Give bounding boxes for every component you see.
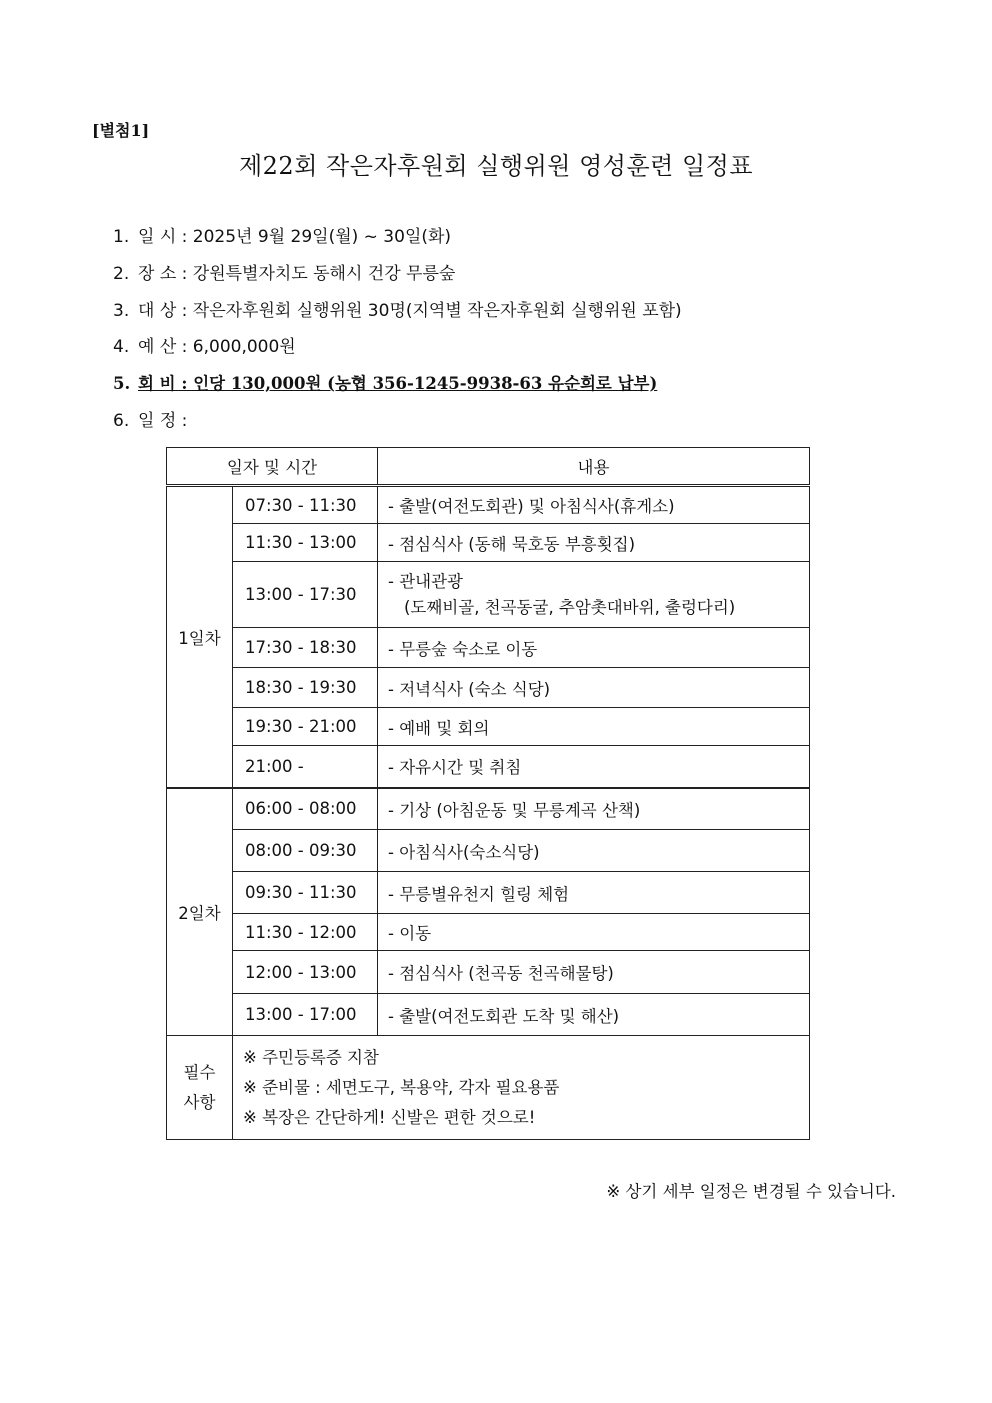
desc-cell: - 출발(여전도회관) 및 아침식사(휴게소) [378, 486, 810, 524]
table-row [167, 708, 810, 746]
info-text: 예 산 : 6,000,000원 [138, 337, 296, 358]
time-cell: 13:00 - 17:00 [233, 994, 378, 1036]
time-cell: 17:30 - 18:30 [233, 628, 378, 668]
required-note: ※ 주민등록증 지참 [243, 1047, 379, 1067]
info-item-target [113, 296, 682, 333]
info-item-schedule [113, 406, 682, 443]
info-item-place [113, 259, 682, 296]
footnote: ※ 상기 세부 일정은 변경될 수 있습니다. [606, 1182, 896, 1201]
info-text: 장 소 : 강원특별자치도 동해시 건강 무릉숲 [138, 263, 456, 284]
table-row [167, 872, 810, 914]
info-number: 2. [113, 263, 130, 284]
desc-cell: - 무릉숲 숙소로 이동 [378, 628, 810, 668]
info-number: 4. [113, 337, 130, 358]
desc-cell [378, 562, 810, 628]
info-item-date [113, 222, 682, 259]
table-row [167, 562, 810, 628]
info-item-budget [113, 332, 682, 369]
time-cell: 12:00 - 13:00 [233, 951, 378, 994]
required-note: ※ 복장은 간단하게! 신발은 편한 것으로! [243, 1107, 536, 1127]
desc-cell: - 무릉별유천지 힐링 체험 [378, 872, 810, 914]
time-cell: 18:30 - 19:30 [233, 668, 378, 708]
required-label-line-1: 필수 [183, 1062, 216, 1082]
info-number: 3. [113, 300, 130, 321]
info-number: 6. [113, 410, 130, 431]
desc-cell: - 이동 [378, 914, 810, 951]
desc-cell: - 점심식사 (동해 묵호동 부흥횟집) [378, 524, 810, 562]
header-time: 일자 및 시간 [167, 448, 378, 486]
time-cell: 11:30 - 12:00 [233, 914, 378, 951]
info-text: 일 시 : 2025년 9월 29일(월) ~ 30일(화) [138, 227, 452, 247]
info-item-fee [113, 369, 682, 406]
day-label-1: 1일차 [167, 486, 233, 788]
required-label-line-2: 사항 [183, 1092, 216, 1112]
table-row [167, 746, 810, 788]
table-row [167, 994, 810, 1036]
time-cell: 06:00 - 08:00 [233, 788, 378, 830]
desc-cell: - 점심식사 (천곡동 천곡해물탕) [378, 951, 810, 994]
time-cell: 19:30 - 21:00 [233, 708, 378, 746]
desc-cell: - 기상 (아침운동 및 무릉계곡 산책) [378, 788, 810, 830]
table-row [167, 628, 810, 668]
required-note: ※ 준비물 : 세면도구, 복용약, 각자 필요용품 [243, 1077, 560, 1097]
time-cell: 13:00 - 17:30 [233, 562, 378, 628]
table-row [167, 668, 810, 708]
table-header-row [167, 448, 810, 486]
required-label [167, 1036, 233, 1140]
table-row [167, 486, 810, 524]
table-row [167, 951, 810, 994]
day-label-2: 2일차 [167, 788, 233, 1036]
required-notes [233, 1036, 810, 1140]
info-number: 5. [113, 374, 131, 394]
time-cell: 21:00 - [233, 746, 378, 788]
info-text: 대 상 : 작은자후원회 실행위원 30명(지역별 작은자후원회 실행위원 포함) [138, 300, 682, 321]
header-content: 내용 [378, 448, 810, 486]
page-title: 제22회 작은자후원회 실행위원 영성훈련 일정표 [238, 152, 754, 180]
time-cell: 07:30 - 11:30 [233, 486, 378, 524]
time-cell: 11:30 - 13:00 [233, 524, 378, 562]
schedule-table [166, 447, 810, 1140]
info-text: 회 비 : 인당 130,000원 (농협 356-1245-9938-63 유순희로 납부) [138, 374, 658, 394]
desc-cell: - 출발(여전도회관 도착 및 해산) [378, 994, 810, 1036]
desc-line-sub: (도째비골, 천곡동굴, 추암촛대바위, 출렁다리) [404, 597, 736, 617]
required-row [167, 1036, 810, 1140]
time-cell: 08:00 - 09:30 [233, 830, 378, 872]
desc-cell: - 예배 및 회의 [378, 708, 810, 746]
table-row [167, 914, 810, 951]
desc-line: - 관내관광 [388, 571, 463, 591]
table-row [167, 524, 810, 562]
info-number: 1. [113, 227, 130, 247]
table-row [167, 830, 810, 872]
desc-cell: - 아침식사(숙소식당) [378, 830, 810, 872]
info-list [113, 222, 682, 443]
attachment-label: [별첨1] [92, 121, 150, 140]
desc-cell: - 자유시간 및 취침 [378, 746, 810, 788]
info-text: 일 정 : [138, 410, 188, 431]
table-row [167, 788, 810, 830]
time-cell: 09:30 - 11:30 [233, 872, 378, 914]
desc-cell: - 저녁식사 (숙소 식당) [378, 668, 810, 708]
